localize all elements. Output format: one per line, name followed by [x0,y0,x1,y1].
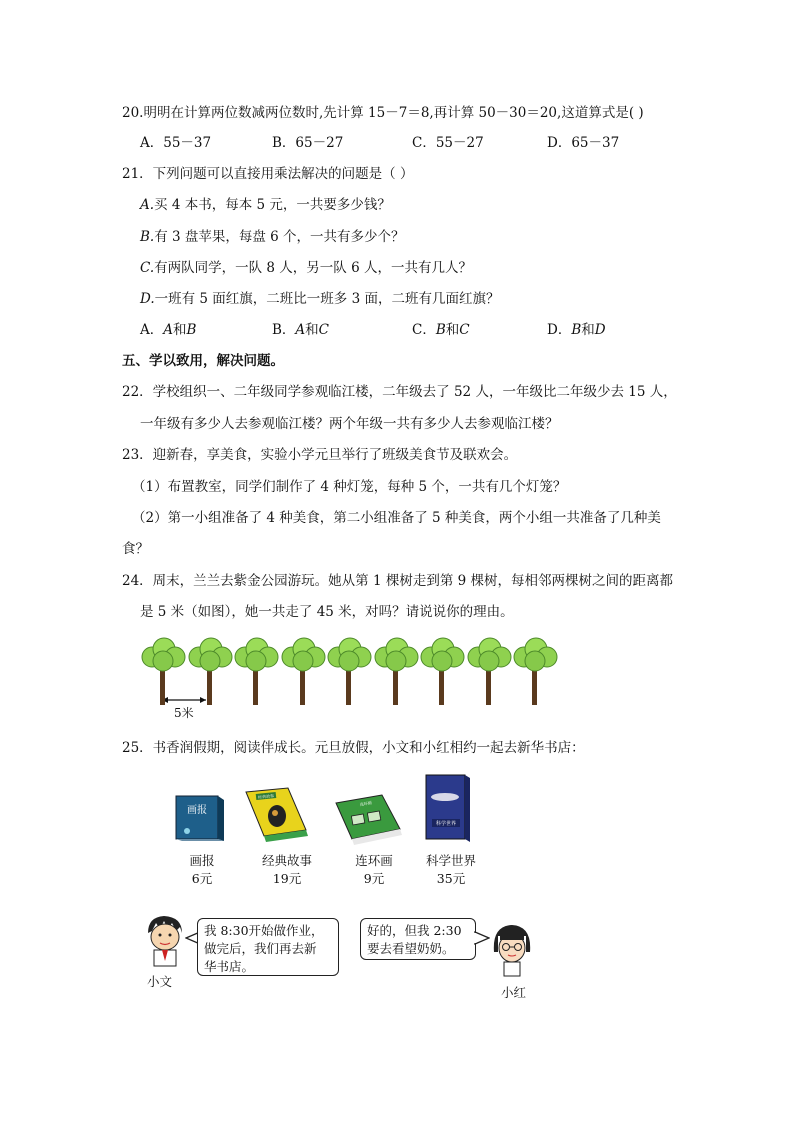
q20-stem: 20.明明在计算两位数减两位数时,先计算 15－7＝8,再计算 50－30＝20,这道算式是( ) [122,105,644,121]
xiaohong-name: 小红 [501,985,527,1000]
xiaohong-bubble-tail [474,930,490,946]
q23-part2-line1: （2）第一小组准备了 4 种美食，第二小组准备了 5 种美食，两个小组一共准备了几种美 [132,510,661,526]
q23-part1: （1）布置教室，同学们制作了 4 种灯笼，每种 5 个，一共有几个灯笼？ [132,479,567,495]
q21-option-d [547,321,606,339]
tree-2 [187,637,235,707]
section-heading: 五、学以致用，解决问题。 [122,353,284,369]
tree-1 [140,637,188,707]
tree-8 [466,637,514,707]
q21-item-a [140,196,391,214]
q21-option-b-second: C [318,322,330,338]
book-comic [334,852,414,888]
q25-stem: 25．书香润假期，阅读伴成长。元旦放假，小文和小红相约一起去新华书店： [122,740,585,756]
book-pictorial-price: 6元 [191,871,213,886]
book-comic-price: 9元 [363,871,385,886]
q21-stem: 21．下列问题可以直接用乘法解决的问题是（ ） [122,166,414,182]
q21-option-a [140,321,196,339]
book-science-world-cover [423,773,473,843]
q20-option-a: A．55－37 [140,135,212,151]
book-science-world-price: 35元 [436,871,466,886]
book-science-world [411,852,491,888]
q21-option-d-second: D [594,322,606,338]
q23-part2-line2: 食？ [122,541,149,557]
book-comic-cover [332,793,404,845]
q21-item-c-text: 有两队同学，一队 8 人，另一队 6 人，一共有几人？ [154,260,472,276]
book-comic-cover-text: 连环画 [359,800,373,808]
book-science-world-cover-text: 科学世界 [435,821,457,827]
q20-option-d: D．65－37 [547,135,620,151]
book-classic-stories [247,852,327,888]
q20-option-c: C．55－27 [412,135,484,151]
tree-5 [326,637,374,707]
xiaowen-speech-line2: 做完后，我们再去新 [204,941,317,956]
tree-row [140,637,570,720]
q21-item-d [140,290,499,308]
book-pictorial-cover [173,793,229,841]
xiaohong-avatar [490,922,534,978]
q21-option-b-mid: 和 [305,322,319,338]
book-science-world-name: 科学世界 [425,853,476,868]
q21-item-c-letter: C. [140,260,155,276]
q21-option-a-mid: 和 [173,322,187,338]
distance-label: 5米 [174,706,194,720]
q21-item-d-letter: D. [140,291,155,307]
xiaowen-avatar [140,913,188,971]
tree-3 [233,637,281,707]
q23-stem: 23．迎新春，享美食，实验小学元旦举行了班级美食节及联欢会。 [122,447,518,463]
q21-item-a-letter: A. [140,197,155,213]
q20-option-b: B．65－27 [272,135,344,151]
q21-option-c-second: C [459,322,470,338]
q21-option-b-prefix: B． [272,322,296,338]
q21-option-a-second: B [186,322,197,338]
q21-item-b-letter: B. [140,229,155,245]
book-classic-stories-name: 经典故事 [261,853,312,868]
q21-item-b [140,228,405,246]
book-pictorial-name: 画报 [189,853,215,868]
q21-item-d-text: 一班有 5 面红旗，二班比一班多 3 面，二班有几面红旗？ [154,291,500,307]
xiaowen-name: 小文 [147,974,173,989]
book-pictorial [162,852,242,888]
q22-line2: 一年级有多少人去参观临江楼？两个年级一共有多少人去参观临江楼？ [140,416,559,432]
xiaowen-speech-bubble [197,918,339,976]
xiaohong-speech-line2: 要去看望奶奶。 [367,941,455,956]
tree-9 [512,637,560,707]
book-comic-name: 连环画 [355,853,393,868]
xiaowen-speech-line3: 华书店。 [204,959,255,974]
q21-option-d-mid: 和 [581,322,595,338]
q21-option-c-mid: 和 [445,322,460,338]
xiaohong-speech-line1: 好的，但我 2:30 [367,923,462,938]
book-pictorial-cover-text: 画报 [187,805,207,816]
q24-line1: 24．周末，兰兰去紫金公园游玩。她从第 1 棵树走到第 9 棵树，每相邻两棵树之间的距离都 [122,573,674,589]
tree-4 [280,637,328,707]
xiaowen-speech-line1: 我 8:30开始做作业， [204,923,324,938]
q21-option-a-first: A [163,322,173,338]
q21-item-a-text: 买 4 本书，每本 5 元，一共要多少钱？ [154,197,391,213]
book-classic-stories-cover-text: 经典故事 [257,793,275,800]
q21-option-b-first: A [295,322,306,338]
tree-7 [419,637,467,707]
q21-option-c-first: B [435,322,446,338]
q21-option-c [412,321,470,339]
q21-option-a-prefix: A． [140,322,164,338]
q24-line2: 是 5 米（如图），她一共走了 45 米，对吗？请说说你的理由。 [140,604,514,620]
book-classic-stories-cover [240,786,312,846]
xiaohong-speech-bubble [360,918,476,960]
q21-option-b [272,321,329,339]
q22-line1: 22．学校组织一、二年级同学参观临江楼，二年级去了 52 人，一年级比二年级少去 15 人， [122,384,677,400]
q21-item-b-text: 有 3 盘苹果，每盘 6 个，一共有多少个？ [154,229,405,245]
book-classic-stories-price: 19元 [272,871,302,886]
q21-option-d-first: B [571,322,582,338]
q21-option-c-prefix: C． [412,322,436,338]
q21-item-c [140,259,472,277]
q21-option-d-prefix: D． [547,322,572,338]
tree-6 [373,637,421,707]
